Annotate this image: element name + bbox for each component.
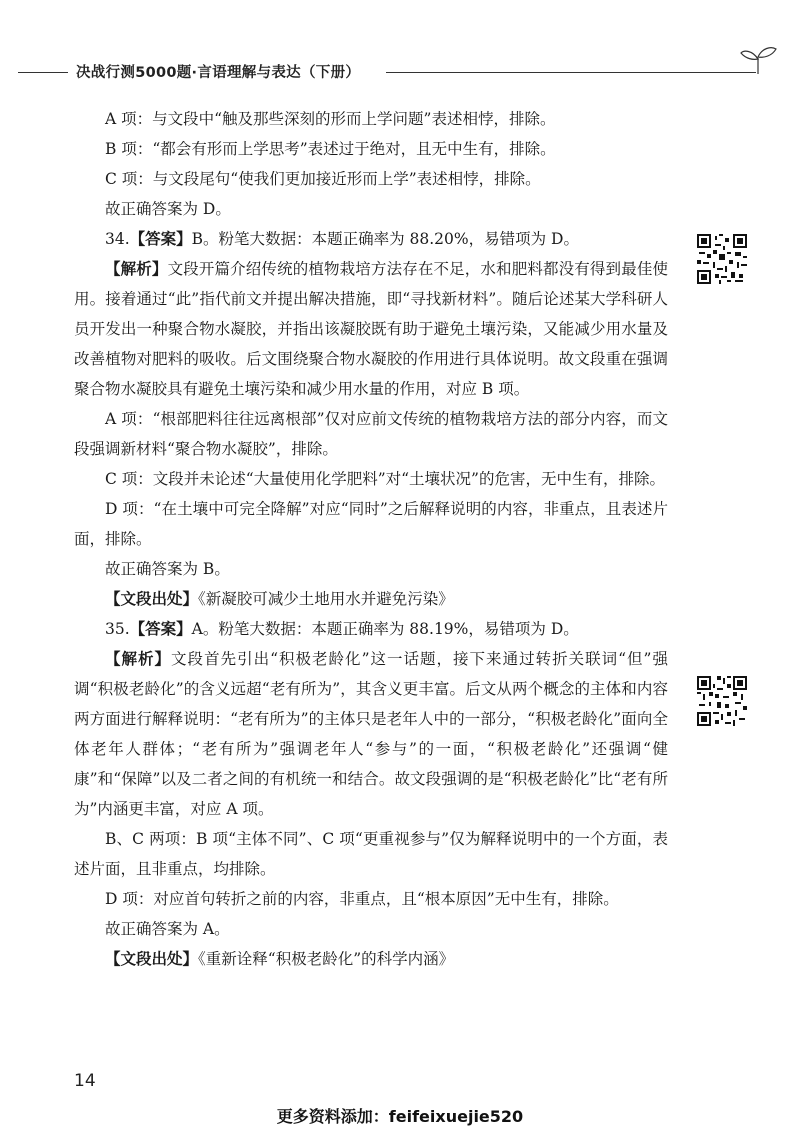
footer-note: 更多资料添加：feifeixuejie520 bbox=[276, 1107, 524, 1126]
source-35: 【文段出处】《重新诠释“积极老龄化”的科学内涵》 bbox=[105, 950, 455, 968]
paragraph: 故正确答案为 B。 bbox=[105, 560, 230, 578]
running-header bbox=[18, 60, 778, 84]
analysis-34: 【解析】文段开篇介绍传统的植物栽培方法存在不足，水和肥料都没有得到最佳使用。接着通过“此”指代前文并提出解决措施，即“寻找新材料”。随后论述某大学科研人员开发出一种聚合物水凝胶，并指出该凝胶既有助于避免土壤污染，又能减少用水量及改善植物对肥料的吸收。后文围绕聚合物水凝胶的作用进行具体说明。故文段重在强调聚合物水凝胶具有避免土壤污染和减少用水量的作用，对应 B 项。 bbox=[74, 260, 668, 398]
paragraph: C 项：文段并未论述“大量使用化学肥料”对“土壤状况”的危害，无中生有，排除。 bbox=[105, 470, 665, 488]
paragraph: D 项：对应首句转折之前的内容，非重点，且“根本原因”无中生有，排除。 bbox=[105, 890, 619, 908]
analysis-tag: 【解析】 bbox=[105, 650, 172, 668]
source-tag: 【文段出处】 bbox=[105, 590, 199, 608]
qr-code-icon[interactable] bbox=[697, 676, 747, 726]
answer-tag: 【答案】 bbox=[129, 620, 192, 638]
analysis-tag: 【解析】 bbox=[105, 260, 168, 278]
page-number: 14 bbox=[74, 1071, 96, 1091]
source-tag: 【文段出处】 bbox=[105, 950, 199, 968]
qr-code-icon[interactable] bbox=[697, 234, 747, 284]
paragraph: A 项：与文段中“触及那些深刻的形而上学问题”表述相悖，排除。 bbox=[105, 110, 556, 128]
paragraph: A 项：“根部肥料往往远离根部”仅对应前文传统的植物栽培方法的部分内容，而文段强调新材料“聚合物水凝胶”，排除。 bbox=[74, 410, 668, 458]
analysis-35: 【解析】文段首先引出“积极老龄化”这一话题，接下来通过转折关联词“但”强调“积极老龄化”的含义远超“老有所为”，其含义更丰富。后文从两个概念的主体和内容两方面进行解释说明：“老有所为”的主体只是老年人中的一部分，“积极老龄化”面向全体老年人群体；“老有所为”强调老年人“参与”的一面，“积极老龄化”还强调“健康”和“保障”以及二者之间的有机统一和结合。故文段强调的是“积极老龄化”比“老有所为”内涵更丰富，对应 A 项。 bbox=[74, 650, 668, 818]
header-rule-right bbox=[386, 72, 756, 73]
sprout-icon bbox=[738, 44, 780, 74]
paragraph: 故正确答案为 A。 bbox=[105, 920, 230, 938]
answer-tag: 【答案】 bbox=[129, 230, 192, 248]
page-body bbox=[74, 104, 668, 974]
book-title: 决战行测5000题·言语理解与表达（下册） bbox=[76, 65, 361, 81]
paragraph: C 项：与文段尾句“使我们更加接近形而上学”表述相悖，排除。 bbox=[105, 170, 541, 188]
paragraph: B、C 两项：B 项“主体不同”、C 项“更重视参与”仅为解释说明中的一个方面，表述片面，且非重点，均排除。 bbox=[74, 830, 668, 878]
paragraph: D 项：“在土壤中可完全降解”对应“同时”之后解释说明的内容，非重点，且表述片面，排除。 bbox=[74, 500, 668, 548]
source-34: 【文段出处】《新凝胶可减少土地用水并避免污染》 bbox=[105, 590, 454, 608]
header-rule-left bbox=[18, 72, 68, 73]
paragraph: B 项：“都会有形而上学思考”表述过于绝对，且无中生有，排除。 bbox=[105, 140, 556, 158]
answer-35: 35.【答案】A。粉笔大数据：本题正确率为 88.19%，易错项为 D。 bbox=[105, 620, 579, 638]
paragraph: 故正确答案为 D。 bbox=[105, 200, 231, 218]
answer-34: 34.【答案】B。粉笔大数据：本题正确率为 88.20%，易错项为 D。 bbox=[105, 230, 579, 248]
